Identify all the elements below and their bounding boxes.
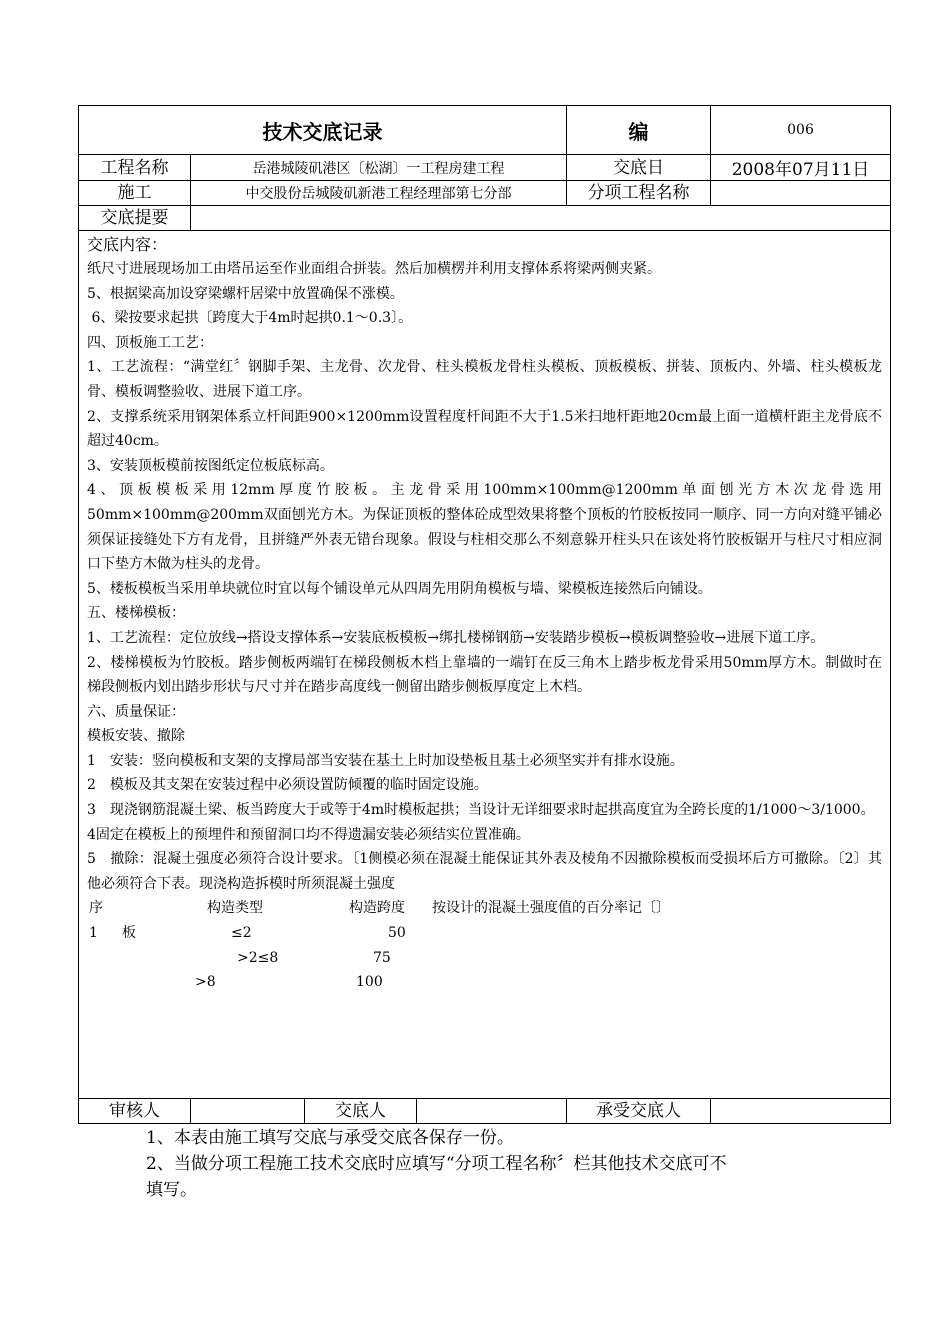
content-paragraph: 2 模板及其支架在安装过程中必须设置防倾覆的临时固定设施。 [87,777,488,794]
project-name-label: 工程名称 [79,155,191,181]
content-heading: 交底内容： [87,235,168,254]
content-paragraph: 6、梁按要求起拱〔跨度大于4m时起拱0.1～0.3〕。 [87,310,413,327]
reviewer-label: 审核人 [79,1099,191,1124]
table-cell-percent: 50 [388,925,406,942]
presenter-label: 交底人 [305,1099,417,1124]
note-line: 填写。 [146,1180,197,1200]
table-cell-seq: 1 [89,925,98,942]
content-paragraph: 4、顶板模板采用12mm厚度竹胶板。主龙骨采用100mm×100mm@1200mm单面刨光方木次龙骨选用50mm×100mm@200mm双面刨光方木。为保证顶板的整体砼成型效果将整个顶板的竹胶板按同一顺序、同一方向对缝平铺必须保证接缝处下方有龙骨，且拼缝严外表无错台现象。假设与柱相交那么不刻意躲开柱头只在该处将竹胶板锯开与柱尺寸相应洞口下垫方木做为柱头的龙骨。 [87,482,882,573]
receiver-value [711,1099,891,1124]
content-paragraph: 2、支撑系统采用钢架体系立杆间距900×1200mm设置程度杆间距不大于1.5米扫地杆距地20cm最上面一道横杆距主龙骨底不超过40cm。 [87,408,882,450]
table-header-type: 构造类型 [207,900,263,917]
table-cell-span: >8 [195,974,216,991]
table-row [87,970,882,995]
table-header-span: 构造跨度 [349,900,405,917]
form-table [78,105,891,1124]
content-paragraph: 1、工艺流程：定位放线→搭设支撑体系→安装底板模板→绑扎楼梯钢筋→安装踏步模板→模板调整验收→进展下道工序。 [87,629,825,646]
content-paragraph: 六、质量保证： [87,703,185,720]
table-header-percent: 按设计的混凝土强度值的百分率记〔〕 [432,900,670,917]
form-notes [146,1125,826,1203]
note-line: 1、本表由施工填写交底与承受交底各保存一份。 [146,1128,514,1148]
subproject-value [711,181,891,206]
table-cell-type: 板 [122,925,136,942]
content-paragraph: 1 安装：竖向模板和支架的支撑局部当安装在基土上时加设垫板且基土必须坚实并有排水设施。 [87,752,684,769]
table-header-seq: 序 [89,900,103,917]
builder-value: 中交股份岳城陵矶新港工程经理部第七分部 [191,181,567,206]
table-cell-span: ≤2 [231,925,252,942]
table-cell-percent: 100 [356,974,383,991]
reviewer-value [191,1099,305,1124]
content-paragraph: 5、楼板模板当采用单块就位时宜以每个铺设单元从四周先用阴角模板与墙、梁模板连接然后向铺设。 [87,580,712,597]
content-paragraph: 2、楼梯模板为竹胶板。踏步侧板两端钉在梯段侧板木档上靠墙的一端钉在反三角木上踏步板龙骨采用50mm厚方木。制做时在梯段侧板内划出踏步形状与尺寸并在踏步高度线一侧留出踏步侧板厚度定上木档。 [87,654,882,696]
summary-value [191,206,891,231]
content-paragraph: 模板安装、撤除 [87,728,185,745]
content-paragraph: 3、安装顶板模前按图纸定位板底标高。 [87,457,334,474]
form-title: 技术交底记录 [79,106,567,155]
content-paragraph: 四、顶板施工工艺： [87,334,213,351]
table-cell-percent: 75 [373,949,391,966]
technical-briefing-form [78,105,890,1124]
table-row [87,946,882,971]
date-value: 2008年07月11日 [711,155,891,181]
strength-table-header [87,896,882,921]
table-cell-span: >2≤8 [237,949,279,966]
receiver-label: 承受交底人 [567,1099,711,1124]
number-value: 006 [711,106,891,155]
content-paragraph: 3 现浇钢筋混凝土梁、板当跨度大于或等于4m时模板起拱；当设计无详细要求时起拱高度宜为全跨长度的1/1000～3/1000。 [87,802,875,819]
project-name-value: 岳港城陵矶港区〔松湖〕一工程房建工程 [191,155,567,181]
number-label: 编 [567,106,711,155]
presenter-value [417,1099,567,1124]
content-paragraph: 5、根据梁高加设穿梁螺杆居梁中放置确保不涨模。 [87,285,404,302]
builder-label: 施工 [79,181,191,206]
content-paragraph: 纸尺寸进展现场加工由塔吊运至作业面组合拼装。然后加横楞并利用支撑体系将梁两侧夹紧。 [87,261,661,277]
date-label: 交底日 [567,155,711,181]
briefing-content [79,231,891,1099]
table-row [87,921,882,946]
subproject-label: 分项工程名称 [567,181,711,206]
content-paragraph: 4固定在模板上的预埋件和预留洞口均不得遗漏安装必须结实位置准确。 [87,826,530,843]
content-paragraph: 1、工艺流程：“满堂红〞钢脚手架、主龙骨、次龙骨、柱头模板龙骨柱头模板、顶板模板、拼装、顶板内、外墙、柱头模板龙骨、模板调整验收、进展下道工序。 [87,359,882,400]
summary-label: 交底提要 [79,206,191,231]
note-line: 2、当做分项工程施工技术交底时应填写“分项工程名称〞栏其他技术交底可不 [146,1154,727,1174]
content-paragraph: 五、楼梯模板： [87,605,185,622]
content-paragraph: 5 撤除：混凝土强度必须符合设计要求。〔1侧模必须在混凝土能保证其外表及棱角不因撤除模板而受损坏后方可撤除。〔2〕其他必须符合下表。现浇构造拆模时所须混凝土强度 [87,851,882,892]
